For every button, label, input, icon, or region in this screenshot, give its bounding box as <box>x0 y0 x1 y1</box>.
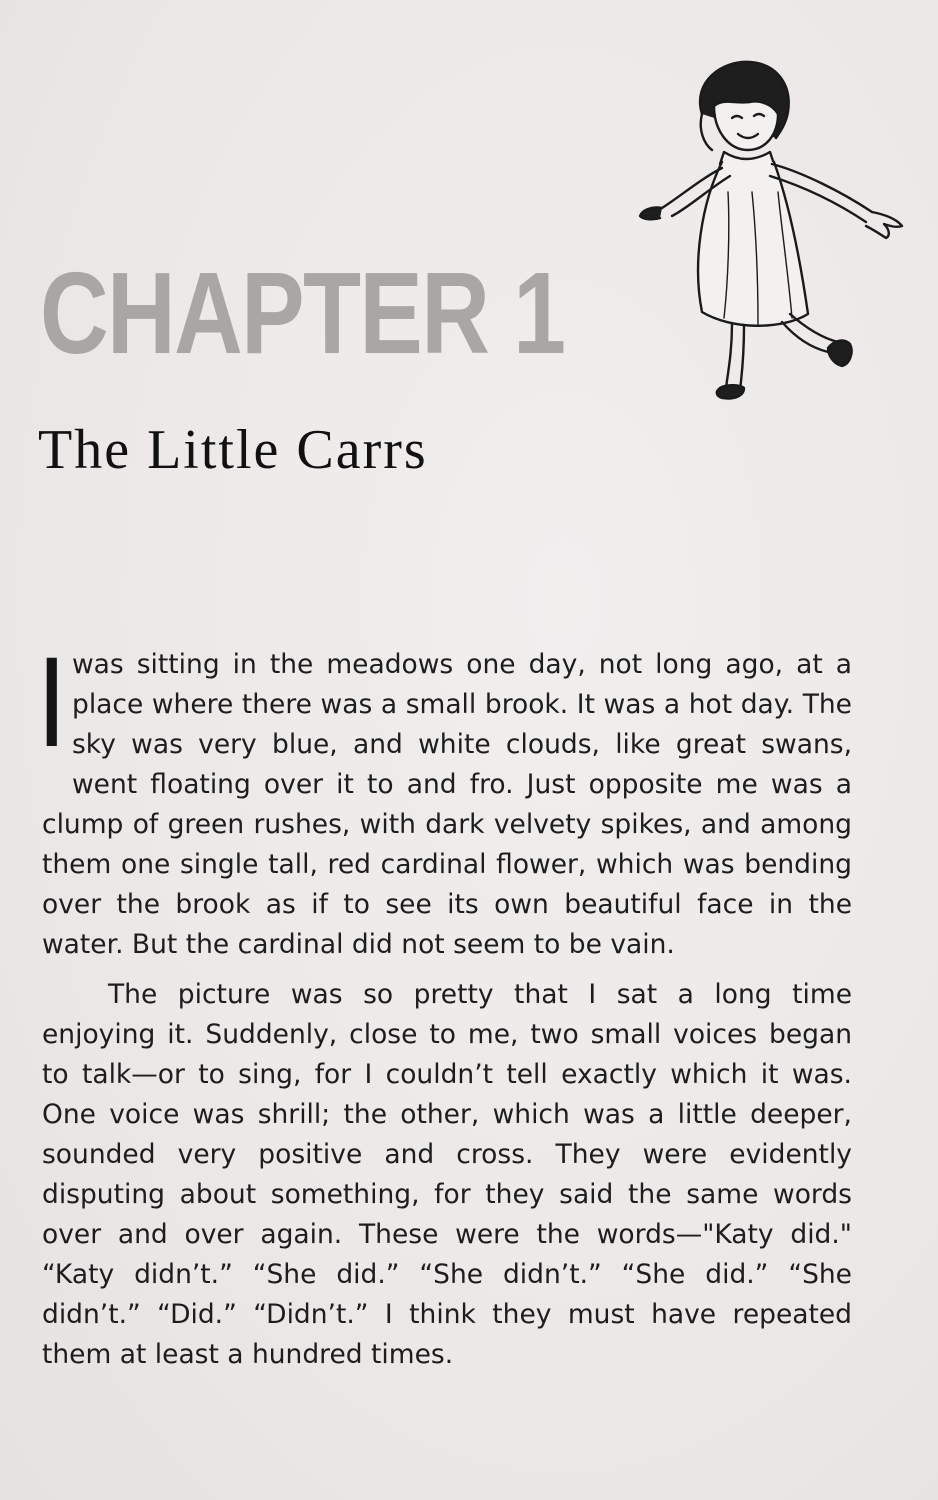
running-girl-illustration <box>632 52 922 412</box>
chapter-title: The Little Carrs <box>38 419 428 481</box>
paragraph-1 <box>42 631 852 965</box>
chapter-heading: CHAPTER 1 <box>40 248 565 378</box>
chapter-body <box>42 631 852 1385</box>
paragraph-1-text: was sitting in the meadows one day, not long ago, at a place where there was a small brook. It was a hot day. The sky was very blue, and white clouds, like great swans, went floating over it to and fro. Just opposite me was a clump of green rushes, with dark velvety spikes, and among them one single tall, red cardinal flower, which was bending over the brook as if to see its own beautiful face in the water. But the cardinal did not seem to be vain. <box>42 649 852 960</box>
drop-cap: I <box>42 631 62 774</box>
paragraph-2: The picture was so pretty that I sat a long time enjoying it. Suddenly, close to me, two small voices began to talk—or to sing, for I couldn’t tell exactly which it was. One voice was shrill; the other, which was a little deeper, sounded very positive and cross. They were evidently disputing about something, for they said the same words over and over again. These were the words—"Katy did." “Katy didn’t.” “She did.” “She didn’t.” “She did.” “She didn’t.” “Did.” “Didn’t.” I think they must have repeated them at least a hundred times. <box>42 979 852 1370</box>
